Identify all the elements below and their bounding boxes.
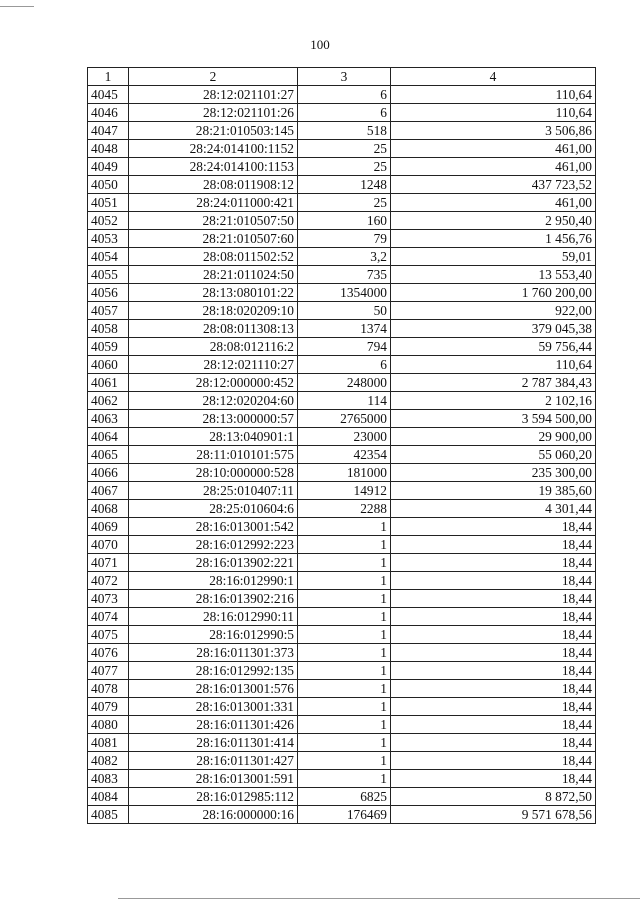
table-row [88, 356, 596, 374]
row-number-cell: 4064 [88, 428, 129, 446]
row-number-cell: 4054 [88, 248, 129, 266]
value-cell: 18,44 [391, 572, 596, 590]
cadastral-number-cell: 28:12:021101:26 [129, 104, 298, 122]
row-number-cell: 4069 [88, 518, 129, 536]
table-row [88, 770, 596, 788]
row-number-cell: 4083 [88, 770, 129, 788]
table-row [88, 626, 596, 644]
cadastral-number-cell: 28:08:011502:52 [129, 248, 298, 266]
area-cell: 518 [298, 122, 391, 140]
value-cell: 18,44 [391, 770, 596, 788]
cadastral-number-cell: 28:24:014100:1152 [129, 140, 298, 158]
cadastral-number-cell: 28:16:011301:427 [129, 752, 298, 770]
area-cell: 23000 [298, 428, 391, 446]
value-cell: 437 723,52 [391, 176, 596, 194]
value-cell: 9 571 678,56 [391, 806, 596, 824]
scan-edge-mark-bottom [118, 898, 640, 899]
table-row [88, 212, 596, 230]
value-cell: 2 787 384,43 [391, 374, 596, 392]
value-cell: 19 385,60 [391, 482, 596, 500]
table-row [88, 140, 596, 158]
area-cell: 6 [298, 86, 391, 104]
cadastral-number-cell: 28:16:012985:112 [129, 788, 298, 806]
cadastral-number-cell: 28:24:014100:1153 [129, 158, 298, 176]
area-cell: 2765000 [298, 410, 391, 428]
area-cell: 1374 [298, 320, 391, 338]
row-number-cell: 4085 [88, 806, 129, 824]
row-number-cell: 4062 [88, 392, 129, 410]
cadastral-number-cell: 28:21:010507:50 [129, 212, 298, 230]
row-number-cell: 4052 [88, 212, 129, 230]
table-row [88, 158, 596, 176]
value-cell: 18,44 [391, 716, 596, 734]
value-cell: 18,44 [391, 590, 596, 608]
cadastral-number-cell: 28:10:000000:528 [129, 464, 298, 482]
row-number-cell: 4048 [88, 140, 129, 158]
cadastral-number-cell: 28:21:011024:50 [129, 266, 298, 284]
area-cell: 1 [298, 572, 391, 590]
table-row [88, 86, 596, 104]
row-number-cell: 4065 [88, 446, 129, 464]
table-row [88, 518, 596, 536]
row-number-cell: 4059 [88, 338, 129, 356]
area-cell: 176469 [298, 806, 391, 824]
page-number: 100 [310, 37, 330, 52]
cadastral-number-cell: 28:16:012992:135 [129, 662, 298, 680]
row-number-cell: 4060 [88, 356, 129, 374]
cadastral-number-cell: 28:16:013001:576 [129, 680, 298, 698]
row-number-cell: 4072 [88, 572, 129, 590]
value-cell: 8 872,50 [391, 788, 596, 806]
area-cell: 6 [298, 356, 391, 374]
cadastral-number-cell: 28:18:020209:10 [129, 302, 298, 320]
value-cell: 18,44 [391, 536, 596, 554]
row-number-cell: 4073 [88, 590, 129, 608]
value-cell: 1 456,76 [391, 230, 596, 248]
cadastral-number-cell: 28:16:012990:1 [129, 572, 298, 590]
cadastral-number-cell: 28:21:010503:145 [129, 122, 298, 140]
cadastral-number-cell: 28:12:000000:452 [129, 374, 298, 392]
table-row [88, 608, 596, 626]
column-header: 3 [298, 68, 391, 86]
value-cell: 18,44 [391, 662, 596, 680]
area-cell: 1 [298, 752, 391, 770]
table-row [88, 176, 596, 194]
table-row [88, 122, 596, 140]
row-number-cell: 4051 [88, 194, 129, 212]
row-number-cell: 4068 [88, 500, 129, 518]
area-cell: 160 [298, 212, 391, 230]
table-row [88, 428, 596, 446]
cadastral-number-cell: 28:16:011301:426 [129, 716, 298, 734]
row-number-cell: 4077 [88, 662, 129, 680]
area-cell: 6 [298, 104, 391, 122]
row-number-cell: 4056 [88, 284, 129, 302]
cadastral-number-cell: 28:16:012990:11 [129, 608, 298, 626]
area-cell: 1 [298, 536, 391, 554]
table-row [88, 320, 596, 338]
row-number-cell: 4057 [88, 302, 129, 320]
cadastral-number-cell: 28:13:040901:1 [129, 428, 298, 446]
table-row [88, 698, 596, 716]
table-row [88, 302, 596, 320]
value-cell: 235 300,00 [391, 464, 596, 482]
row-number-cell: 4080 [88, 716, 129, 734]
table-row [88, 392, 596, 410]
cadastral-number-cell: 28:16:013902:221 [129, 554, 298, 572]
table-row [88, 806, 596, 824]
area-cell: 25 [298, 140, 391, 158]
cadastral-number-cell: 28:16:012990:5 [129, 626, 298, 644]
table-row [88, 194, 596, 212]
value-cell: 18,44 [391, 626, 596, 644]
table-row [88, 788, 596, 806]
row-number-cell: 4063 [88, 410, 129, 428]
table-row [88, 104, 596, 122]
value-cell: 59 756,44 [391, 338, 596, 356]
table-header-row [88, 68, 596, 86]
area-cell: 1 [298, 644, 391, 662]
table-row [88, 554, 596, 572]
area-cell: 1248 [298, 176, 391, 194]
cadastral-number-cell: 28:12:021110:27 [129, 356, 298, 374]
area-cell: 1 [298, 590, 391, 608]
value-cell: 1 760 200,00 [391, 284, 596, 302]
row-number-cell: 4082 [88, 752, 129, 770]
cadastral-number-cell: 28:25:010407:11 [129, 482, 298, 500]
cadastral-number-cell: 28:13:000000:57 [129, 410, 298, 428]
value-cell: 18,44 [391, 698, 596, 716]
area-cell: 25 [298, 158, 391, 176]
cadastral-number-cell: 28:16:011301:373 [129, 644, 298, 662]
value-cell: 4 301,44 [391, 500, 596, 518]
value-cell: 110,64 [391, 356, 596, 374]
area-cell: 1 [298, 662, 391, 680]
area-cell: 1 [298, 626, 391, 644]
area-cell: 1354000 [298, 284, 391, 302]
table-row [88, 590, 596, 608]
column-header: 4 [391, 68, 596, 86]
area-cell: 1 [298, 680, 391, 698]
table-row [88, 482, 596, 500]
table-row [88, 284, 596, 302]
area-cell: 1 [298, 716, 391, 734]
cadastral-number-cell: 28:16:012992:223 [129, 536, 298, 554]
area-cell: 50 [298, 302, 391, 320]
value-cell: 55 060,20 [391, 446, 596, 464]
table-row [88, 230, 596, 248]
cadastral-number-cell: 28:16:011301:414 [129, 734, 298, 752]
row-number-cell: 4074 [88, 608, 129, 626]
cadastral-number-cell: 28:08:011908:12 [129, 176, 298, 194]
table-row [88, 464, 596, 482]
area-cell: 735 [298, 266, 391, 284]
value-cell: 2 102,16 [391, 392, 596, 410]
area-cell: 3,2 [298, 248, 391, 266]
area-cell: 1 [298, 698, 391, 716]
value-cell: 461,00 [391, 140, 596, 158]
value-cell: 18,44 [391, 680, 596, 698]
area-cell: 2288 [298, 500, 391, 518]
row-number-cell: 4070 [88, 536, 129, 554]
value-cell: 110,64 [391, 104, 596, 122]
table-row [88, 734, 596, 752]
value-cell: 18,44 [391, 644, 596, 662]
column-header: 1 [88, 68, 129, 86]
area-cell: 25 [298, 194, 391, 212]
cadastral-number-cell: 28:21:010507:60 [129, 230, 298, 248]
table-row [88, 500, 596, 518]
value-cell: 59,01 [391, 248, 596, 266]
table-row [88, 338, 596, 356]
area-cell: 181000 [298, 464, 391, 482]
area-cell: 114 [298, 392, 391, 410]
table-row [88, 752, 596, 770]
cadastral-number-cell: 28:16:013902:216 [129, 590, 298, 608]
area-cell: 1 [298, 770, 391, 788]
table-row [88, 374, 596, 392]
row-number-cell: 4047 [88, 122, 129, 140]
area-cell: 794 [298, 338, 391, 356]
area-cell: 6825 [298, 788, 391, 806]
table-row [88, 644, 596, 662]
row-number-cell: 4053 [88, 230, 129, 248]
scan-edge-mark-top-left [0, 6, 34, 7]
value-cell: 461,00 [391, 158, 596, 176]
row-number-cell: 4067 [88, 482, 129, 500]
cadastral-number-cell: 28:12:020204:60 [129, 392, 298, 410]
table-row [88, 248, 596, 266]
row-number-cell: 4045 [88, 86, 129, 104]
value-cell: 18,44 [391, 608, 596, 626]
table-row [88, 716, 596, 734]
column-header: 2 [129, 68, 298, 86]
row-number-cell: 4046 [88, 104, 129, 122]
row-number-cell: 4076 [88, 644, 129, 662]
value-cell: 18,44 [391, 752, 596, 770]
area-cell: 1 [298, 734, 391, 752]
table-row [88, 662, 596, 680]
value-cell: 922,00 [391, 302, 596, 320]
row-number-cell: 4079 [88, 698, 129, 716]
row-number-cell: 4071 [88, 554, 129, 572]
cadastral-number-cell: 28:13:080101:22 [129, 284, 298, 302]
table-row [88, 410, 596, 428]
row-number-cell: 4061 [88, 374, 129, 392]
area-cell: 248000 [298, 374, 391, 392]
row-number-cell: 4075 [88, 626, 129, 644]
cadastral-number-cell: 28:16:000000:16 [129, 806, 298, 824]
value-cell: 2 950,40 [391, 212, 596, 230]
row-number-cell: 4050 [88, 176, 129, 194]
value-cell: 18,44 [391, 518, 596, 536]
row-number-cell: 4049 [88, 158, 129, 176]
table-row [88, 446, 596, 464]
row-number-cell: 4058 [88, 320, 129, 338]
table-row [88, 680, 596, 698]
row-number-cell: 4081 [88, 734, 129, 752]
value-cell: 461,00 [391, 194, 596, 212]
land-plot-table [87, 67, 596, 824]
cadastral-number-cell: 28:25:010604:6 [129, 500, 298, 518]
row-number-cell: 4084 [88, 788, 129, 806]
table-row [88, 536, 596, 554]
cadastral-number-cell: 28:16:013001:591 [129, 770, 298, 788]
value-cell: 379 045,38 [391, 320, 596, 338]
row-number-cell: 4078 [88, 680, 129, 698]
area-cell: 1 [298, 518, 391, 536]
cadastral-number-cell: 28:08:012116:2 [129, 338, 298, 356]
table-body [88, 86, 596, 824]
area-cell: 1 [298, 554, 391, 572]
cadastral-number-cell: 28:16:013001:331 [129, 698, 298, 716]
area-cell: 1 [298, 608, 391, 626]
cadastral-number-cell: 28:12:021101:27 [129, 86, 298, 104]
cadastral-number-cell: 28:11:010101:575 [129, 446, 298, 464]
value-cell: 29 900,00 [391, 428, 596, 446]
value-cell: 13 553,40 [391, 266, 596, 284]
row-number-cell: 4066 [88, 464, 129, 482]
area-cell: 42354 [298, 446, 391, 464]
area-cell: 79 [298, 230, 391, 248]
cadastral-number-cell: 28:08:011308:13 [129, 320, 298, 338]
table-row [88, 266, 596, 284]
value-cell: 3 594 500,00 [391, 410, 596, 428]
value-cell: 18,44 [391, 554, 596, 572]
cadastral-number-cell: 28:16:013001:542 [129, 518, 298, 536]
table-row [88, 572, 596, 590]
area-cell: 14912 [298, 482, 391, 500]
value-cell: 3 506,86 [391, 122, 596, 140]
row-number-cell: 4055 [88, 266, 129, 284]
value-cell: 110,64 [391, 86, 596, 104]
cadastral-number-cell: 28:24:011000:421 [129, 194, 298, 212]
value-cell: 18,44 [391, 734, 596, 752]
